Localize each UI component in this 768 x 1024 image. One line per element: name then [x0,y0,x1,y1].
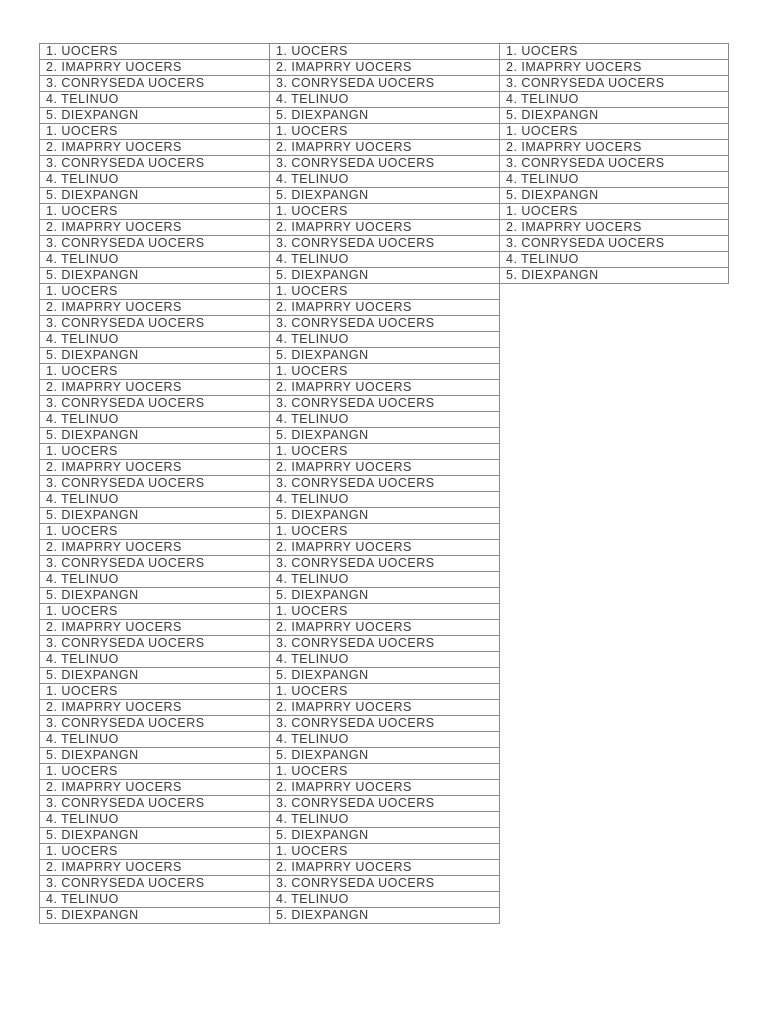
table-cell: 5. DIEXPANGN [40,668,270,684]
table-cell: 4. TELINUO [270,492,500,508]
table-cell: 2. IMAPRRY UOCERS [270,700,500,716]
table-cell: 5. DIEXPANGN [40,508,270,524]
table-cell: 4. TELINUO [270,332,500,348]
table-cell: 5. DIEXPANGN [500,108,729,124]
table-cell: 1. UOCERS [270,844,500,860]
table-cell: 1. UOCERS [270,44,500,60]
table-cell: 1. UOCERS [40,604,270,620]
table-cell: 5. DIEXPANGN [270,748,500,764]
table-cell: 5. DIEXPANGN [40,828,270,844]
table-cell: 1. UOCERS [270,124,500,140]
table-cell: 3. CONRYSEDA UOCERS [270,76,500,92]
table-cell: 4. TELINUO [40,252,270,268]
table-cell: 1. UOCERS [40,524,270,540]
table-cell: 2. IMAPRRY UOCERS [40,620,270,636]
table-cell: 5. DIEXPANGN [500,188,729,204]
table-cell: 3. CONRYSEDA UOCERS [40,796,270,812]
table-cell: 3. CONRYSEDA UOCERS [270,716,500,732]
table-cell: 3. CONRYSEDA UOCERS [270,796,500,812]
table-cell: 1. UOCERS [40,44,270,60]
table-cell: 3. CONRYSEDA UOCERS [270,316,500,332]
table-cell: 5. DIEXPANGN [270,108,500,124]
table-cell: 3. CONRYSEDA UOCERS [500,76,729,92]
table-cell: 1. UOCERS [270,764,500,780]
table-cell: 5. DIEXPANGN [40,268,270,284]
table-cell: 2. IMAPRRY UOCERS [270,620,500,636]
table-cell: 3. CONRYSEDA UOCERS [500,236,729,252]
table-cell: 4. TELINUO [270,892,500,908]
table-cell: 2. IMAPRRY UOCERS [40,140,270,156]
table-cell: 3. CONRYSEDA UOCERS [40,876,270,892]
table-cell: 4. TELINUO [40,732,270,748]
table-cell: 2. IMAPRRY UOCERS [500,140,729,156]
table-cell: 3. CONRYSEDA UOCERS [40,636,270,652]
table-cell: 3. CONRYSEDA UOCERS [270,396,500,412]
table-cell: 2. IMAPRRY UOCERS [40,460,270,476]
table-column-3 [499,43,729,284]
table-cell: 1. UOCERS [500,44,729,60]
table-cell: 3. CONRYSEDA UOCERS [270,876,500,892]
table-cell: 4. TELINUO [40,332,270,348]
table-cell: 4. TELINUO [500,252,729,268]
table-cell: 5. DIEXPANGN [270,908,500,924]
table-cell: 1. UOCERS [40,284,270,300]
table-cell: 4. TELINUO [40,892,270,908]
table-cell: 4. TELINUO [40,652,270,668]
table-cell: 1. UOCERS [270,364,500,380]
table-cell: 5. DIEXPANGN [40,748,270,764]
table-cell: 5. DIEXPANGN [40,108,270,124]
table-cell: 2. IMAPRRY UOCERS [270,300,500,316]
table-cell: 2. IMAPRRY UOCERS [270,140,500,156]
table-cell: 1. UOCERS [40,364,270,380]
table-cell: 3. CONRYSEDA UOCERS [270,636,500,652]
table-cell: 4. TELINUO [40,172,270,188]
table-cell: 1. UOCERS [40,124,270,140]
table-cell: 4. TELINUO [40,92,270,108]
table-cell: 1. UOCERS [500,204,729,220]
table-cell: 4. TELINUO [500,92,729,108]
table-cell: 5. DIEXPANGN [270,508,500,524]
table-cell: 4. TELINUO [40,572,270,588]
table-cell: 1. UOCERS [500,124,729,140]
table-cell: 5. DIEXPANGN [270,428,500,444]
table-cell: 1. UOCERS [40,764,270,780]
table-cell: 4. TELINUO [40,492,270,508]
table-cell: 4. TELINUO [270,172,500,188]
table-cell: 1. UOCERS [270,284,500,300]
table-cell: 2. IMAPRRY UOCERS [270,60,500,76]
table-cell: 2. IMAPRRY UOCERS [40,540,270,556]
table-cell: 4. TELINUO [270,572,500,588]
table-cell: 2. IMAPRRY UOCERS [40,220,270,236]
table-cell: 4. TELINUO [40,412,270,428]
table-cell: 1. UOCERS [40,444,270,460]
table-cell: 2. IMAPRRY UOCERS [270,460,500,476]
table-cell: 3. CONRYSEDA UOCERS [270,236,500,252]
table-cell: 1. UOCERS [40,844,270,860]
table-cell: 5. DIEXPANGN [270,268,500,284]
table-cell: 2. IMAPRRY UOCERS [270,380,500,396]
table-cell: 3. CONRYSEDA UOCERS [40,476,270,492]
table-column-2 [269,43,500,924]
table-cell: 4. TELINUO [270,812,500,828]
table-cell: 2. IMAPRRY UOCERS [40,300,270,316]
table-cell: 2. IMAPRRY UOCERS [270,220,500,236]
table-cell: 4. TELINUO [270,652,500,668]
table-cell: 5. DIEXPANGN [40,428,270,444]
table-cell: 5. DIEXPANGN [270,588,500,604]
table-cell: 5. DIEXPANGN [40,908,270,924]
table-cell: 3. CONRYSEDA UOCERS [40,76,270,92]
table-cell: 2. IMAPRRY UOCERS [500,220,729,236]
table-cell: 3. CONRYSEDA UOCERS [40,556,270,572]
table-cell: 5. DIEXPANGN [270,668,500,684]
table-cell: 3. CONRYSEDA UOCERS [40,316,270,332]
table-cell: 2. IMAPRRY UOCERS [40,60,270,76]
table-cell: 4. TELINUO [500,172,729,188]
table-cell: 3. CONRYSEDA UOCERS [270,156,500,172]
table-cell: 4. TELINUO [270,412,500,428]
table-cell: 3. CONRYSEDA UOCERS [270,556,500,572]
table-cell: 1. UOCERS [40,684,270,700]
table-cell: 4. TELINUO [40,812,270,828]
table-cell: 1. UOCERS [270,604,500,620]
table-cell: 3. CONRYSEDA UOCERS [40,236,270,252]
table-cell: 5. DIEXPANGN [270,828,500,844]
table-cell: 2. IMAPRRY UOCERS [40,860,270,876]
table-cell: 2. IMAPRRY UOCERS [270,540,500,556]
table-cell: 5. DIEXPANGN [40,588,270,604]
table-cell: 4. TELINUO [270,252,500,268]
table-cell: 1. UOCERS [270,524,500,540]
table-cell: 5. DIEXPANGN [40,188,270,204]
table-cell: 1. UOCERS [270,204,500,220]
table-cell: 5. DIEXPANGN [500,268,729,284]
table-cell: 2. IMAPRRY UOCERS [40,380,270,396]
table-cell: 4. TELINUO [270,92,500,108]
table-cell: 3. CONRYSEDA UOCERS [500,156,729,172]
table-cell: 3. CONRYSEDA UOCERS [40,156,270,172]
table-cell: 1. UOCERS [40,204,270,220]
table-cell: 3. CONRYSEDA UOCERS [40,396,270,412]
table-cell: 5. DIEXPANGN [270,188,500,204]
table-cell: 5. DIEXPANGN [270,348,500,364]
table-cell: 2. IMAPRRY UOCERS [40,700,270,716]
table-cell: 2. IMAPRRY UOCERS [500,60,729,76]
table-cell: 5. DIEXPANGN [40,348,270,364]
table-cell: 2. IMAPRRY UOCERS [270,780,500,796]
table-column-1 [39,43,270,924]
table-cell: 3. CONRYSEDA UOCERS [270,476,500,492]
table-cell: 3. CONRYSEDA UOCERS [40,716,270,732]
table-cell: 1. UOCERS [270,444,500,460]
table-cell: 4. TELINUO [270,732,500,748]
table-cell: 1. UOCERS [270,684,500,700]
table-cell: 2. IMAPRRY UOCERS [270,860,500,876]
table-cell: 2. IMAPRRY UOCERS [40,780,270,796]
